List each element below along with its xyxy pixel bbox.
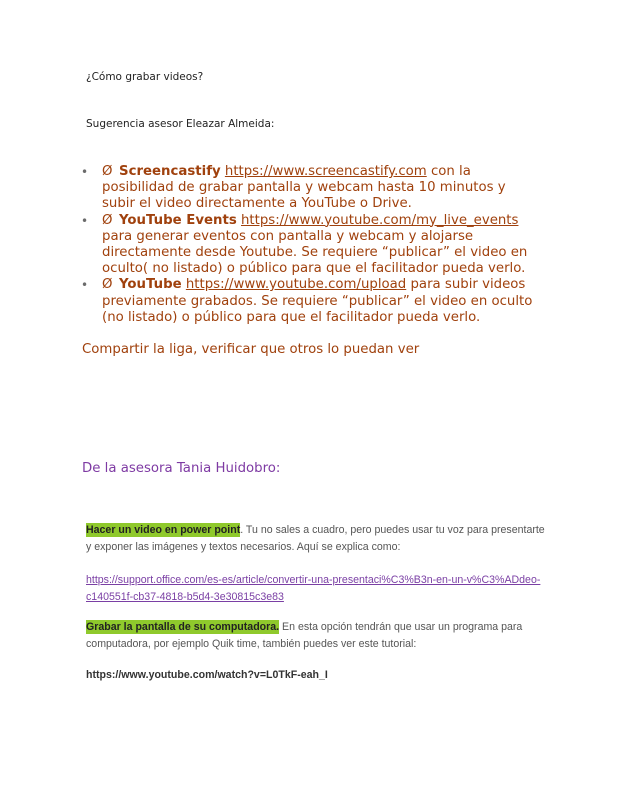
option-powerpoint-text: . Tu no sales a cuadro, pero puedes usar tu voz para presentarte y exponer las imágenes y textos necesarios. Aquí se explica como: — [86, 524, 545, 553]
tool-link[interactable]: https://www.youtube.com/upload — [185, 277, 407, 293]
bullet-icon: • — [81, 165, 89, 179]
arrow-marker-icon: Ø — [102, 277, 113, 293]
tool-link[interactable]: https://www.screencastify.com — [224, 164, 427, 179]
highlight-screen-recording: Grabar la pantalla de su computadora. — [86, 621, 280, 633]
list-item — [72, 213, 542, 278]
tool-name: YouTube — [119, 277, 182, 293]
office-support-link[interactable]: https://support.office.com/es-es/article/convertir-una-presentaci%C3%B3n-en-un-v%C3%ADdeo-c140551f-cb37-4818-b5d4-3e30815c3e83 — [86, 574, 541, 603]
document-title: ¿Cómo grabar videos? — [86, 71, 204, 83]
option-screen-text: En esta opción tendrán que usar un programa para computadora, por ejemplo Quik time, también puedes ver este tutorial: — [86, 621, 523, 650]
option-screen-paragraph — [86, 619, 546, 653]
tania-heading: De la asesora Tania Huidobro: — [82, 461, 281, 476]
list-item — [72, 164, 542, 213]
list-item — [72, 277, 542, 326]
bullet-icon: • — [81, 278, 89, 293]
youtube-tutorial-link[interactable]: https://www.youtube.com/watch?v=L0TkF-eah_I — [86, 669, 328, 681]
tool-description: para generar eventos con pantalla y webcam y alojarse directamente desde Youtube. Se requiere “publicar” el video en oculto( no listado) o público para que el facilitador pueda verlo. — [102, 228, 528, 277]
advisor-suggestion-heading: Sugerencia asesor Eleazar Almeida: — [86, 118, 275, 130]
arrow-marker-icon: Ø — [102, 164, 113, 179]
highlight-powerpoint: Hacer un video en power point — [86, 524, 241, 536]
tool-name: YouTube Events — [119, 212, 237, 228]
bullet-icon: • — [81, 213, 89, 228]
tool-description: con la posibilidad de grabar pantalla y webcam hasta 10 minutos y subir el video directamente a YouTube o Drive. — [102, 164, 506, 212]
tools-list — [72, 164, 542, 326]
option-powerpoint-paragraph — [86, 522, 546, 556]
tool-name: Screencastify — [119, 164, 221, 179]
tool-link[interactable]: https://www.youtube.com/my_live_events — [241, 212, 519, 228]
share-instruction: Compartir la liga, verificar que otros lo puedan ver — [82, 342, 420, 357]
tool-description: para subir videos previamente grabados. Se requiere “publicar” el video en oculto (no listado) o público para que el facilitador pueda verlo. — [102, 277, 533, 325]
arrow-marker-icon: Ø — [102, 212, 113, 228]
